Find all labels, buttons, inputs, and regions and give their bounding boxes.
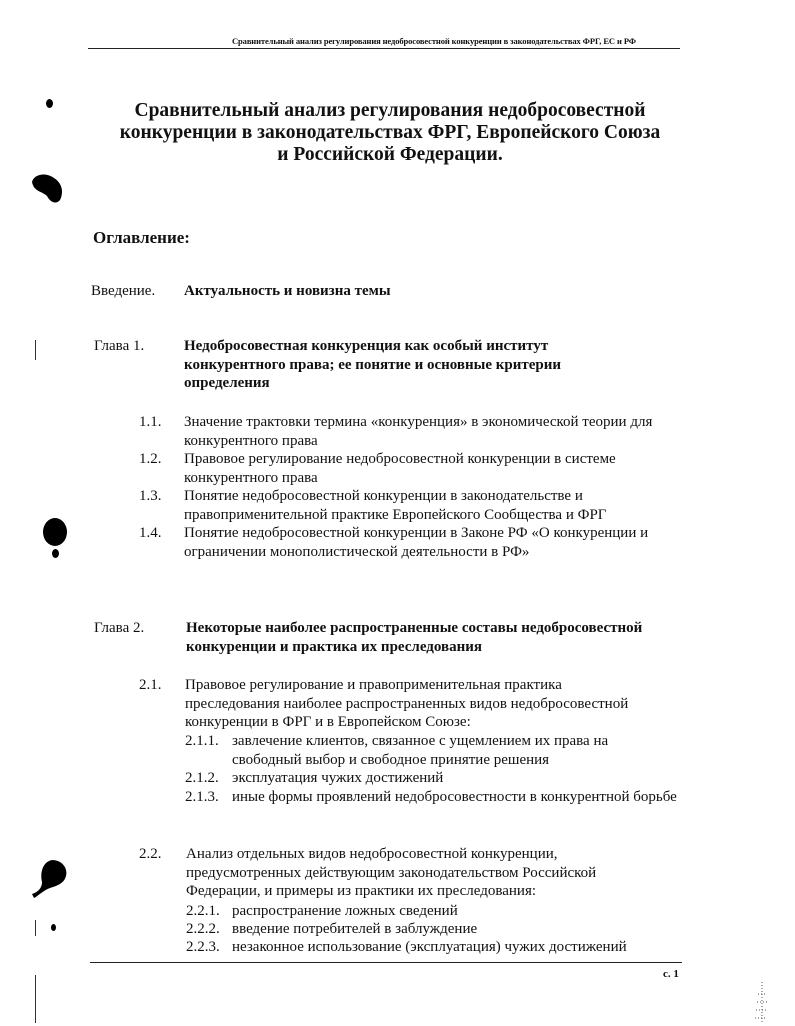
subsection-title: незаконное использование (эксплуатация) чужих достижений <box>232 939 627 955</box>
document-title <box>90 100 690 166</box>
running-header: Сравнительный анализ регулирования недобросовестной конкуренции в законодательствах ФРГ, ЕС и РФ <box>232 36 636 46</box>
subsection-title: иные формы проявлений недобросовестности в конкурентной борьбе <box>232 789 677 805</box>
chapter2-label: Глава 2. <box>94 620 145 636</box>
section-title: Анализ отдельных видов недобросовестной конкуренции, предусмотренных действующим законодательством Российской Федерации, и примеры из практики их преследования: <box>186 846 597 899</box>
subsection-title: эксплуатация чужих достижений <box>232 770 444 786</box>
margin-line <box>35 975 36 1023</box>
toc-heading: Оглавление: <box>93 228 190 247</box>
chapter1-label: Глава 1. <box>94 338 145 354</box>
subsection-number: 2.1.1. <box>185 733 219 749</box>
scan-blot <box>30 172 66 206</box>
subsection-number: 2.2.1. <box>186 903 220 919</box>
section-title: Правовое регулирование и правоприменительная практика преследования наиболее распространенных видов недобросовестной конкуренции в ФРГ и в Европейском Союзе: <box>185 677 629 730</box>
subsection-title: завлечение клиентов, связанное с ущемлением их права на свободный выбор и свободное принятие решения <box>232 733 609 768</box>
subsection-number: 2.1.2. <box>185 770 219 786</box>
scan-blot <box>30 858 72 900</box>
page-number: с. 1 <box>663 968 679 980</box>
section-title: Понятие недобросовестной конкуренции в Законе РФ «О конкуренции и ограничении монополистической деятельности в РФ» <box>184 525 649 560</box>
subsection-title: введение потребителей в заблуждение <box>232 921 478 937</box>
title-line: и Российской Федерации. <box>277 144 503 165</box>
section-title: Понятие недобросовестной конкуренции в законодательстве и правоприменительной практике Европейского Сообщества и ФРГ <box>184 488 607 523</box>
section-number: 1.3. <box>139 488 162 504</box>
section-number: 1.1. <box>139 414 162 430</box>
scan-edge-noise <box>738 980 768 1024</box>
section-number: 1.4. <box>139 525 162 541</box>
section-title: Правовое регулирование недобросовестной конкуренции в системе конкурентного права <box>184 451 616 486</box>
margin-line <box>35 340 36 360</box>
footer-rule <box>90 962 682 963</box>
section-number: 2.2. <box>139 846 162 862</box>
title-line: Сравнительный анализ регулирования недобросовестной <box>134 100 646 121</box>
subsection-number: 2.1.3. <box>185 789 219 805</box>
chapter2-title: Некоторые наиболее распространенные составы недобросовестной конкуренции и практика их преследования <box>186 620 643 655</box>
section-number: 1.2. <box>139 451 162 467</box>
intro-title: Актуальность и новизна темы <box>184 283 391 299</box>
title-line: конкуренции в законодательствах ФРГ, Европейского Союза <box>119 122 661 143</box>
chapter1-title: Недобросовестная конкуренция как особый институт конкурентного права; ее понятие и основные критерии определения <box>184 338 562 391</box>
subsection-number: 2.2.2. <box>186 921 220 937</box>
margin-line <box>35 920 36 936</box>
scan-speck <box>51 924 56 931</box>
scan-blot-round <box>43 518 67 546</box>
intro-label: Введение. <box>91 283 156 299</box>
section-title: Значение трактовки термина «конкуренция» в экономической теории для конкурентного права <box>184 414 653 449</box>
scan-speck <box>52 549 59 558</box>
header-rule <box>88 48 680 49</box>
scan-speck <box>46 99 53 108</box>
subsection-number: 2.2.3. <box>186 939 220 955</box>
section-number: 2.1. <box>139 677 162 693</box>
subsection-title: распространение ложных сведений <box>232 903 458 919</box>
